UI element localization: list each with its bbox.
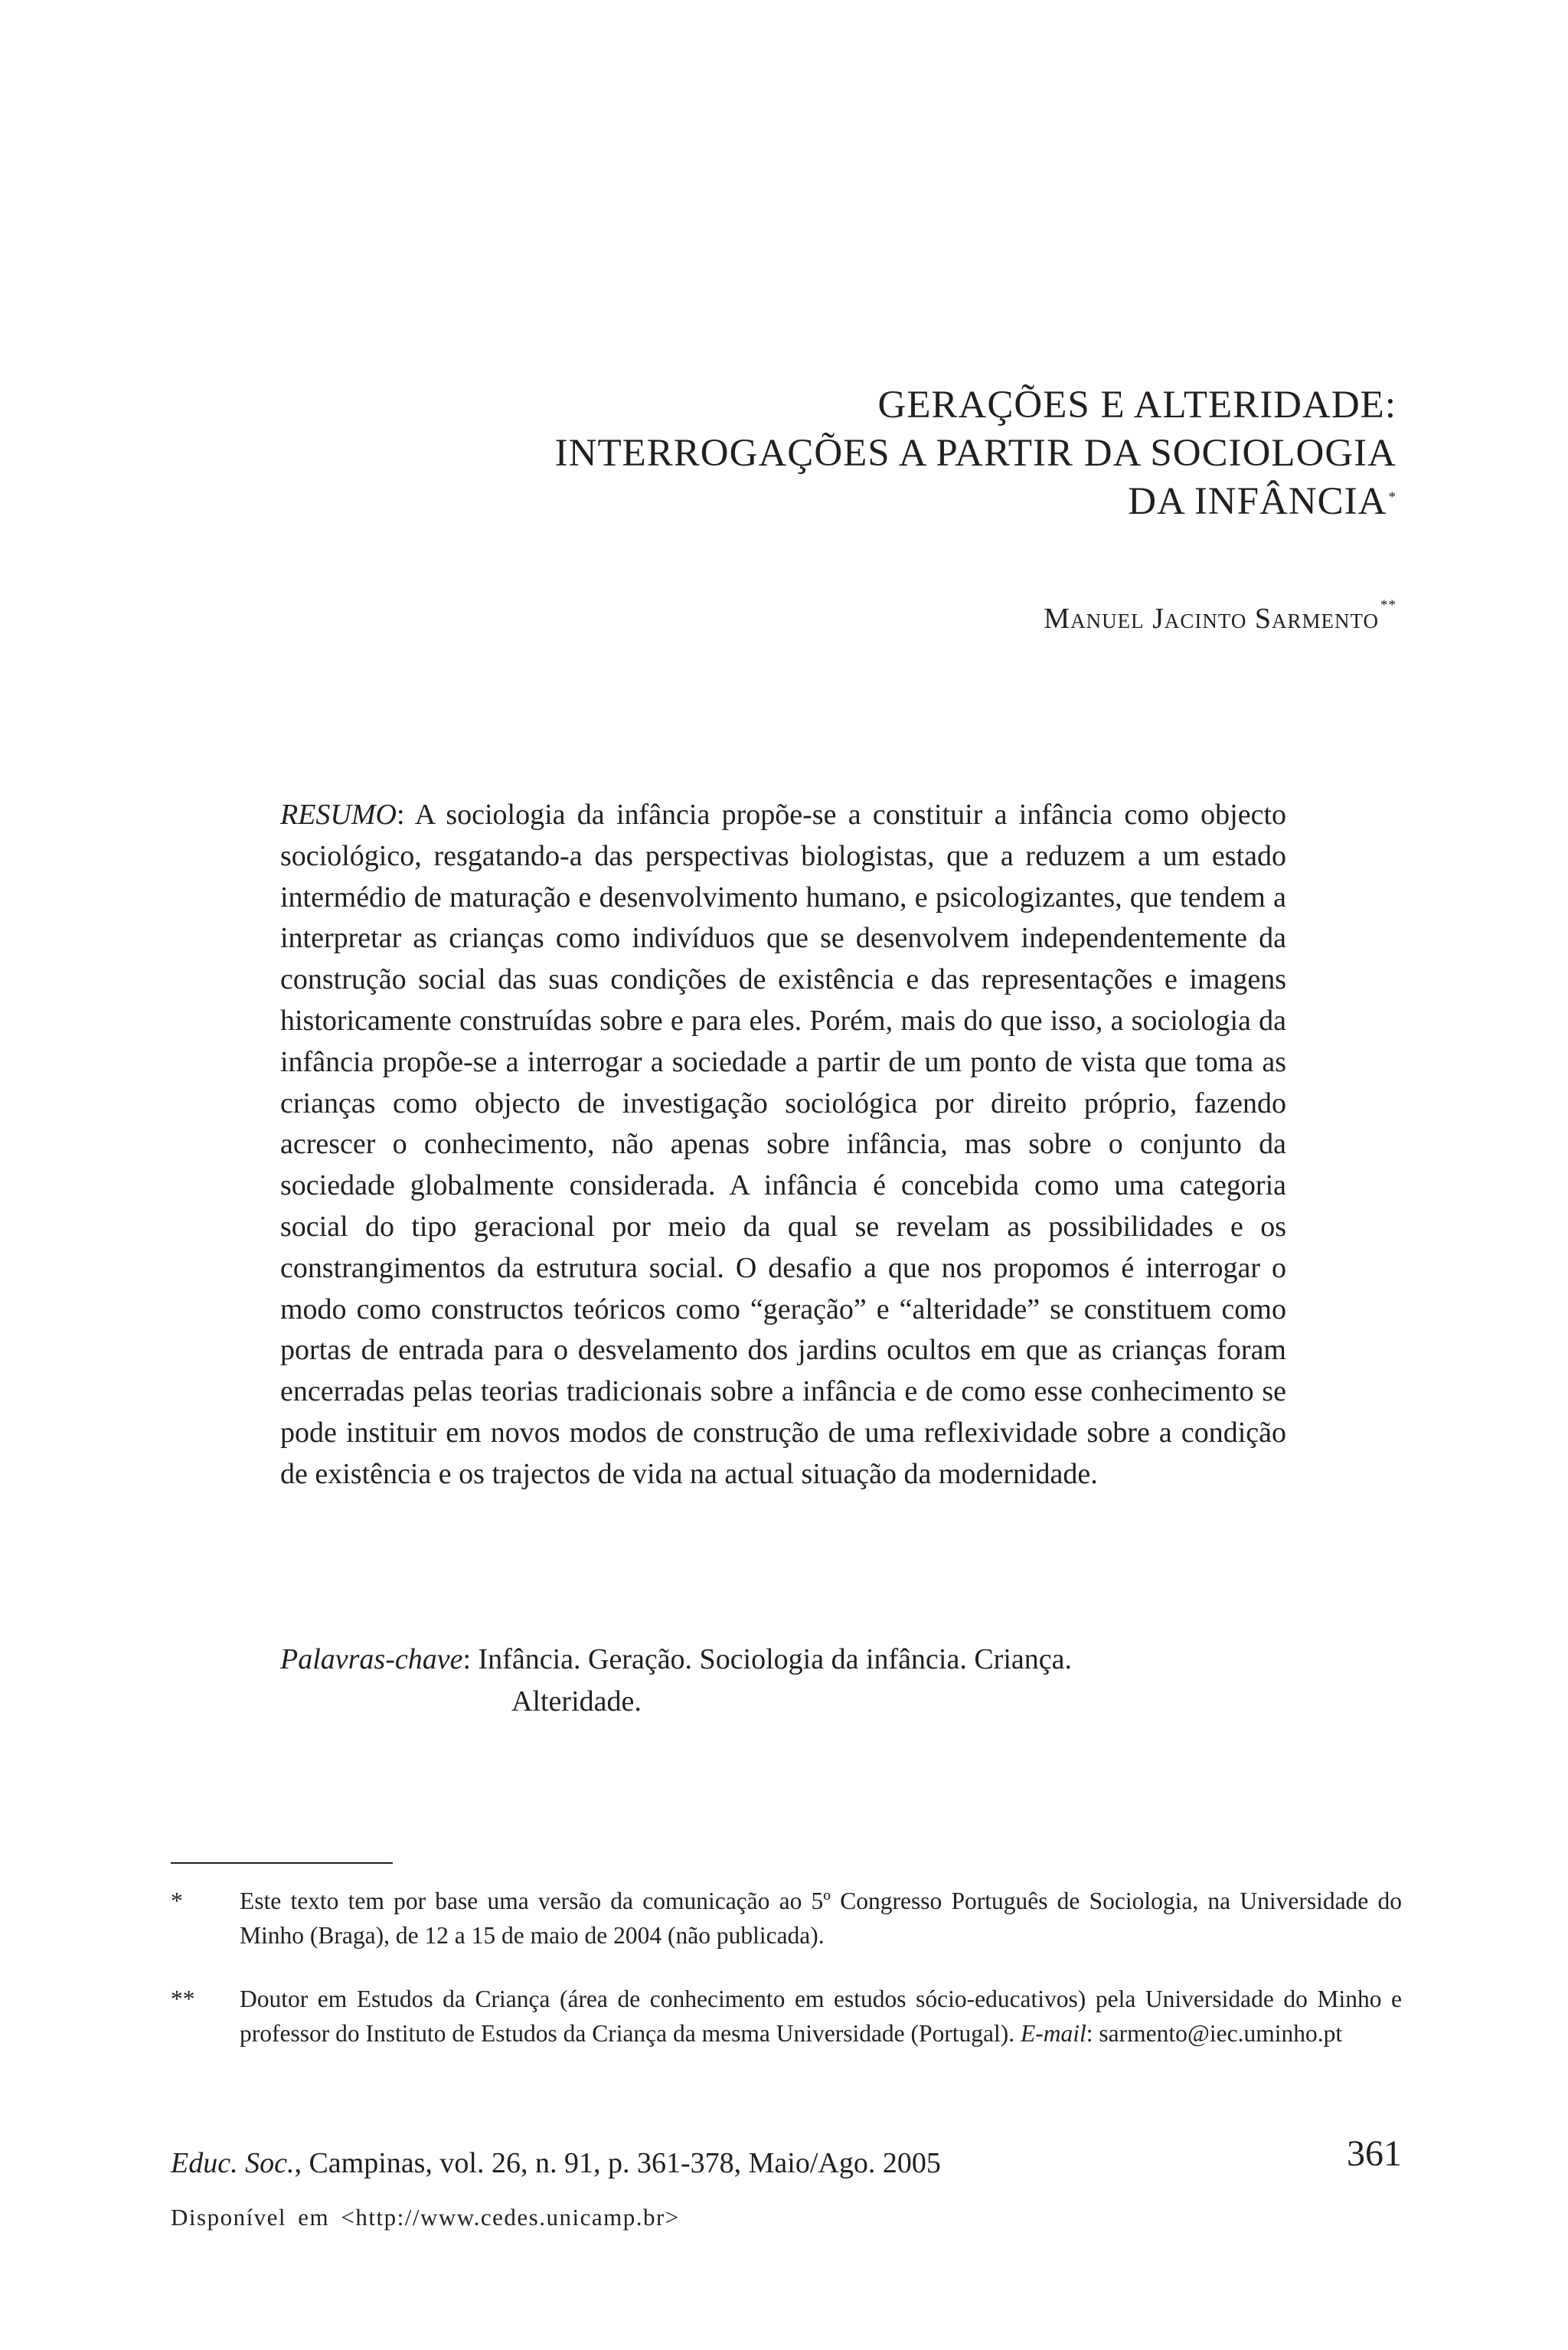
journal-citation-text: Educ. Soc., Campinas, vol. 26, n. 91, p. 361-378, Maio/Ago. 2005 (171, 2147, 941, 2179)
author-name-text: Manuel Jacinto Sarmento (1044, 603, 1379, 635)
footnote-1-mark: * (171, 1888, 183, 1914)
keywords-label: Palavras-chave (280, 1643, 463, 1675)
keywords-list-1: Infância. Geração. Sociologia da infância. Criança. (478, 1643, 1072, 1675)
journal-name: Educ. Soc. (171, 2147, 295, 2179)
footnote-divider (171, 1862, 393, 1864)
keywords-line-1: Palavras-chave: Infância. Geração. Sociologia da infância. Criança. (280, 1643, 1072, 1675)
title-line-2: INTERROGAÇÕES A PARTIR DA SOCIOLOGIA (554, 432, 1396, 475)
author-footnote-mark: ** (1380, 597, 1396, 613)
keywords (280, 1639, 1286, 1723)
footnote-1-text: Este texto tem por base uma versão da comunicação ao 5º Congresso Português de Sociologia, na Universidade do Minho (Braga), de 12 a 15 de maio de 2004 (não publicada). (240, 1888, 1402, 1949)
abstract-text: A sociologia da infância propõe-se a constituir a infância como objecto sociológico, resgatando-a das perspectivas biologistas, que a reduzem a um estado intermédio de maturação e desenvolvimento humano, e psicologizantes, que tendem a interpretar as crianças como indivíduos que se desenvolvem independentemente da construção social das suas condições de existência e das representações e imagens historicamente construídas sobre e para eles. Porém, mais do que isso, a sociologia da infância propõe-se a interrogar a sociedade a partir de um ponto de vista que toma as crianças como objecto de investigação sociológica por direito próprio, fazendo acrescer o conhecimento, não apenas sobre infância, mas sobre o conjunto da sociedade globalmente considerada. A infância é concebida como uma categoria social do tipo geracional por meio da qual se revelam as possibilidades e os constrangimentos da estrutura social. O desafio a que nos propomos é interrogar o modo como constructos teóricos como “geração” e “alteridade” se constituem como portas de entrada para o desvelamento dos jardins ocultos em que as crianças foram encerradas pelas teorias tradicionais sobre a infância e de como esse conhecimento se pode instituir em novos modos de construção de uma reflexividade sobre a condição de existência e os trajectos de vida na actual situação da modernidade. (280, 799, 1287, 1490)
abstract-label: RESUMO (280, 799, 397, 831)
title-line-1: GERAÇÕES E ALTERIDADE: (877, 384, 1396, 427)
footnote-2-email: sarmento@iec.uminho.pt (1099, 2020, 1343, 2047)
footnote-2-email-label: E-mail (1021, 2020, 1086, 2047)
footnote-2-text: Doutor em Estudos da Criança (área de conhecimento em estudos sócio-educativos) pela Universidade do Minho e professor do Instituto de Estudos da Criança da mesma Universidade (Portugal). (240, 1986, 1402, 2047)
keywords-list-2: Alteridade. (511, 1685, 642, 1718)
abstract: RESUMO: A sociologia da infância propõe-se a constituir a infância como objecto sociológico, resgatando-a das perspectivas biologistas, que a reduzem a um estado intermédio de maturação e desenvolvimento humano, e psicologizantes, que tendem a interpretar as crianças como indivíduos que se desenvolvem independentemente da construção social das suas condições de existência e das representações e imagens historicamente construídas sobre e para eles. Porém, mais do que isso, a sociologia da infância propõe-se a interrogar a sociedade a partir de um ponto de vista que toma as crianças como objecto de investigação sociológica por direito próprio, fazendo acrescer o conhecimento, não apenas sobre infância, mas sobre o conjunto da sociedade globalmente considerada. A infância é concebida como uma categoria social do tipo geracional por meio da qual se revelam as possibilidades e os constrangimentos da estrutura social. O desafio a que nos propomos é interrogar o modo como constructos teóricos como “geração” e “alteridade” se constituem como portas de entrada para o desvelamento dos jardins ocultos em que as crianças foram encerradas pelas teorias tradicionais sobre a infância e de como esse conhecimento se pode instituir em novos modos de construção de uma reflexividade sobre a condição de existência e os trajectos de vida na actual situação da modernidade. (280, 799, 1287, 1490)
footnote-2-mark: ** (171, 1986, 195, 2012)
article-title (401, 381, 1396, 526)
footnote-2 (171, 1982, 1402, 2051)
availability-line: Disponível em <http://www.cedes.unicamp.br> (171, 2204, 680, 2231)
title-footnote-mark: * (1388, 489, 1396, 505)
footnote-1 (171, 1884, 1402, 1953)
footnote-2-body: Doutor em Estudos da Criança (área de conhecimento em estudos sócio-educativos) pela Universidade do Minho e professor do Instituto de Estudos da Criança da mesma Universidade (Portugal). E-mail: sarmento@iec.uminho.pt (240, 1986, 1402, 2047)
author-name (1044, 597, 1396, 636)
page-number: 361 (1347, 2133, 1402, 2174)
title-line-3-text: DA INFÂNCIA (1128, 480, 1387, 523)
journal-details: Campinas, vol. 26, n. 91, p. 361-378, Maio/Ago. 2005 (309, 2147, 941, 2179)
title-line-3 (401, 478, 1396, 526)
